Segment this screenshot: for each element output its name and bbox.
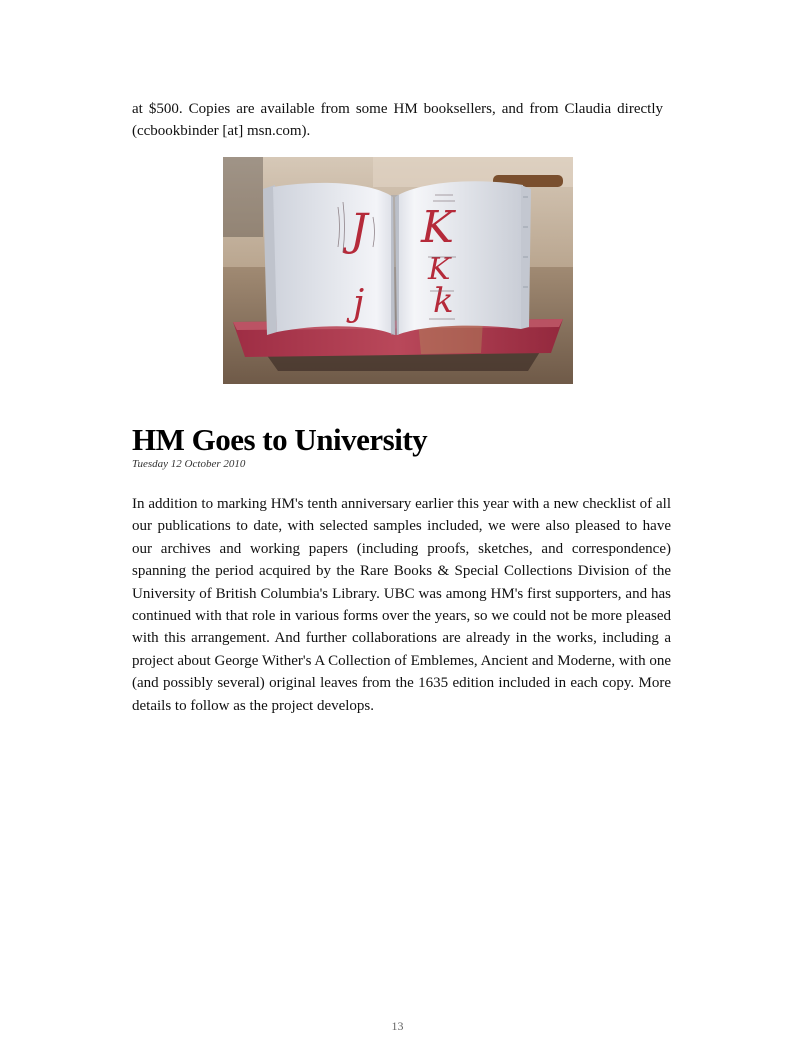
letter-j: j	[353, 283, 365, 324]
right-page	[395, 181, 523, 335]
post-body-text: In addition to marking HM's tenth anniversary earlier this year with a new checklist of all our publications to date, with selected samples included, we were also pleased to have our archives and working papers (including proofs, sketches, and correspondence) spanning the period acquired by the Rare Books & Special Collections Division of the University of British Columbia's Library. UBC was among HM's first supporters, and has continued with that role in various forms over the years, so we could not be more pleased with this arrangement. And further collaborations are already in the works, including a project about George Wither's A Collection of Emblemes, Ancient and Moderne, with one (and possibly several) original leaves from the 1635 edition included in each copy. More details to follow as the project develops.	[132, 496, 671, 714]
post-body	[132, 493, 671, 717]
intro-paragraph	[132, 98, 663, 142]
post-date: Tuesday 12 October 2010	[132, 458, 246, 470]
left-page	[273, 183, 395, 335]
intro-text: at $500. Copies are available from some HM booksellers, and from Claudia directly (ccbookbinder [at] msn.com).	[132, 101, 663, 139]
post-title: HM Goes to University	[132, 422, 428, 457]
letter-K-medium: K	[428, 252, 451, 287]
page-number: 13	[391, 1019, 404, 1033]
letter-K-large: K	[421, 202, 454, 253]
book-photo	[223, 157, 573, 384]
letter-k: k	[433, 281, 454, 321]
letter-J: J	[350, 205, 368, 256]
